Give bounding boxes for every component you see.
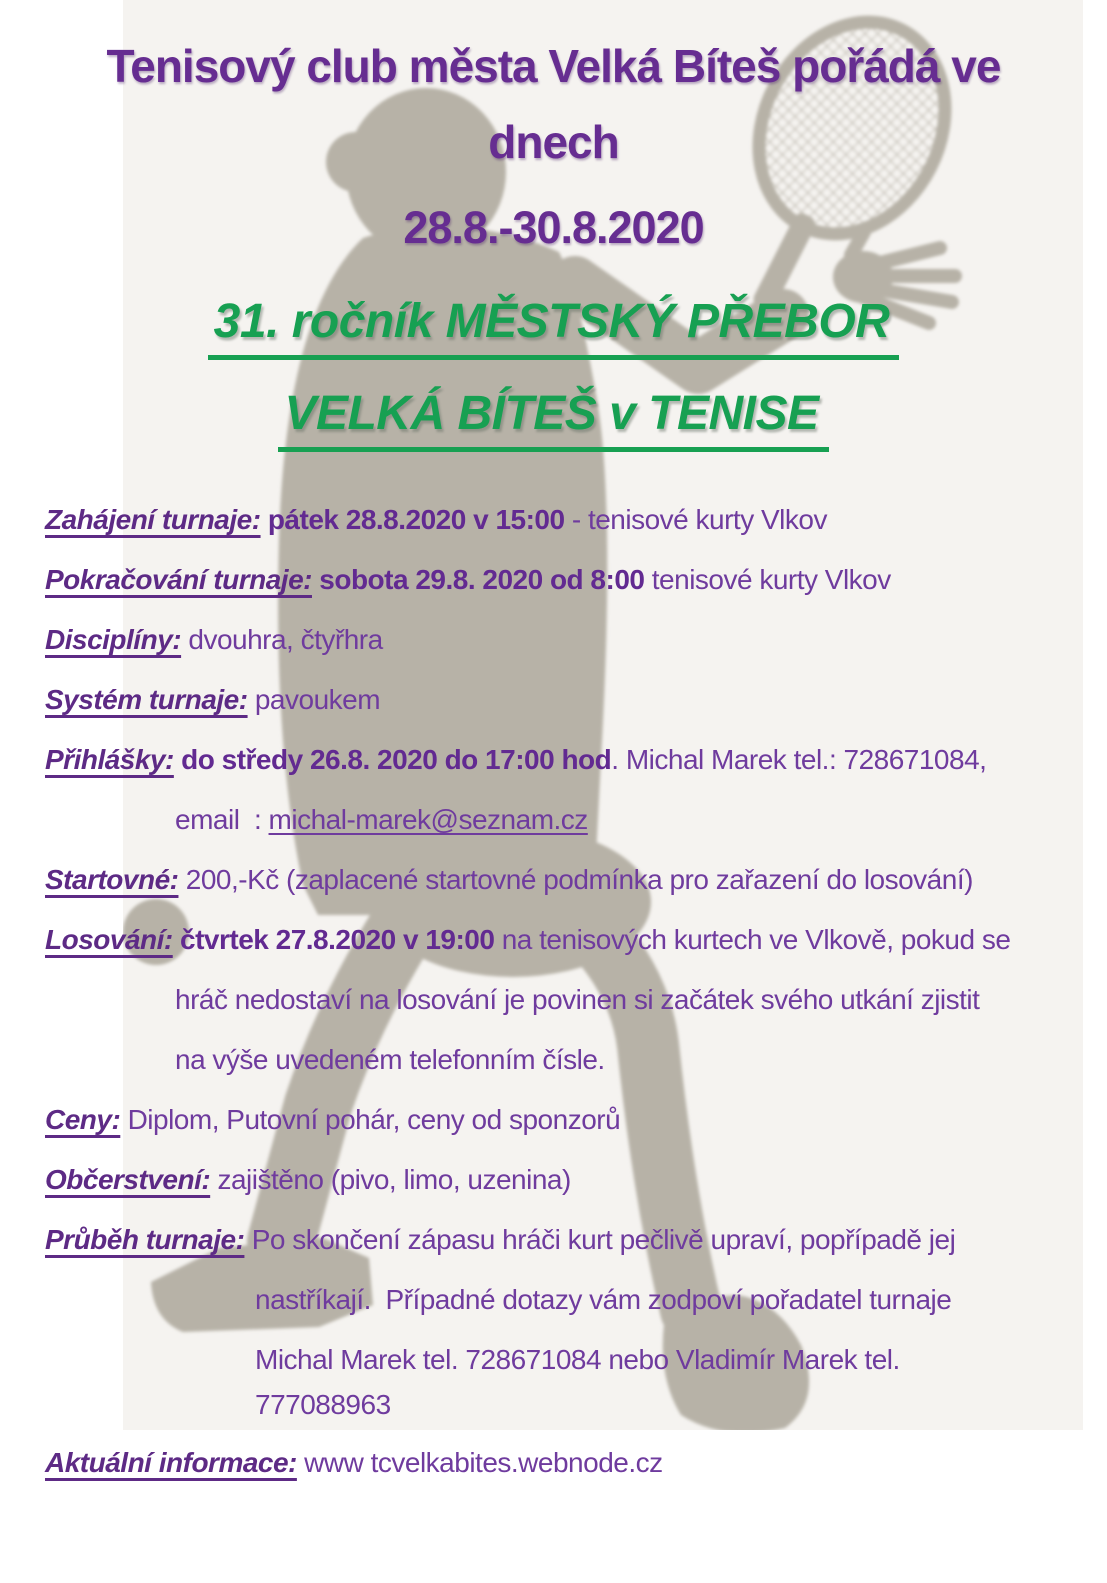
detail-text: 200,-Kč (zaplacené startovné podmínka pro zařazení do losování) xyxy=(178,864,973,895)
date-range: 28.8.-30.8.2020 xyxy=(403,202,704,253)
detail-label: Pokračování turnaje: xyxy=(45,564,312,595)
detail-bold-text: pátek 28.8.2020 v 15:00 xyxy=(260,504,565,535)
detail-text: 777088963 xyxy=(255,1389,391,1420)
detail-label: Průběh turnaje: xyxy=(45,1224,245,1255)
detail-line-disciplines xyxy=(45,625,383,656)
detail-line-opening xyxy=(45,505,827,536)
detail-line-draw xyxy=(45,925,1010,956)
detail-label: Občerstvení: xyxy=(45,1164,211,1195)
detail-text: tenisové kurty Vlkov xyxy=(644,564,891,595)
detail-text: dvouhra, čtyřhra xyxy=(181,624,383,655)
detail-line-prizes xyxy=(45,1105,620,1136)
event-heading-line1 xyxy=(0,294,1107,360)
event-heading-line2-text: VELKÁ BÍTEŠ v TENISE xyxy=(278,386,828,452)
detail-text: nastříkají. Případné dotazy vám zodpoví pořadatel turnaje xyxy=(255,1284,952,1315)
detail-text: pavoukem xyxy=(247,684,381,715)
detail-text: na výše uvedeném telefonním čísle. xyxy=(175,1044,605,1075)
detail-text: Po skončení zápasu hráči kurt pečlivě upraví, popřípadě jej xyxy=(244,1224,956,1255)
detail-line-course-cont3 xyxy=(255,1390,391,1421)
detail-line-course-cont2 xyxy=(255,1345,900,1376)
detail-label: Losování: xyxy=(45,924,173,955)
detail-label: Ceny: xyxy=(45,1104,121,1135)
email-link[interactable]: michal-marek@seznam.cz xyxy=(268,804,588,835)
detail-bold-text: sobota 29.8. 2020 od 8:00 xyxy=(311,564,645,595)
detail-bold-text: do středy 26.8. 2020 do 17:00 hod xyxy=(173,744,612,775)
detail-line-info xyxy=(45,1448,663,1479)
detail-text: na tenisových kurtech ve Vlkově, pokud se xyxy=(494,924,1011,955)
detail-text: www tcvelkabites.webnode.cz xyxy=(296,1447,663,1478)
detail-text: hráč nedostaví na losování je povinen si začátek svého utkání zjistit xyxy=(175,984,980,1015)
detail-text: . Michal Marek tel.: 728671084, xyxy=(611,744,987,775)
detail-line-course-cont1 xyxy=(255,1285,951,1316)
detail-text: Michal Marek tel. 728671084 nebo Vladimír Marek tel. xyxy=(255,1344,900,1375)
detail-line-draw-cont1 xyxy=(175,985,979,1016)
detail-line-entry-fee xyxy=(45,865,973,896)
flyer-title-line1: Tenisový club města Velká Bíteš pořádá ve xyxy=(106,40,1001,92)
detail-text: zajištěno (pivo, limo, uzenina) xyxy=(210,1164,571,1195)
detail-label: Startovné: xyxy=(45,864,179,895)
detail-label: Přihlášky: xyxy=(45,744,174,775)
detail-bold-text: čtvrtek 27.8.2020 v 19:00 xyxy=(172,924,495,955)
detail-label: Aktuální informace: xyxy=(45,1447,297,1478)
event-heading-line1-text: 31. ročník MĚSTSKÝ PŘEBOR xyxy=(208,294,900,360)
detail-line-course xyxy=(45,1225,955,1256)
detail-line-email xyxy=(175,805,588,836)
detail-line-draw-cont2 xyxy=(175,1045,605,1076)
detail-label: Disciplíny: xyxy=(45,624,182,655)
detail-line-continuation xyxy=(45,565,891,596)
detail-text: Diplom, Putovní pohár, ceny od sponzorů xyxy=(120,1104,621,1135)
detail-label: Zahájení turnaje: xyxy=(45,504,261,535)
detail-label: Systém turnaje: xyxy=(45,684,248,715)
detail-text: email : xyxy=(175,804,269,835)
flyer-title-line2: dnech xyxy=(488,116,619,168)
detail-text: - tenisové kurty Vlkov xyxy=(564,504,827,535)
detail-line-system xyxy=(45,685,380,716)
event-heading-line2 xyxy=(0,386,1107,452)
detail-line-registration xyxy=(45,745,986,776)
detail-line-refreshments xyxy=(45,1165,571,1196)
